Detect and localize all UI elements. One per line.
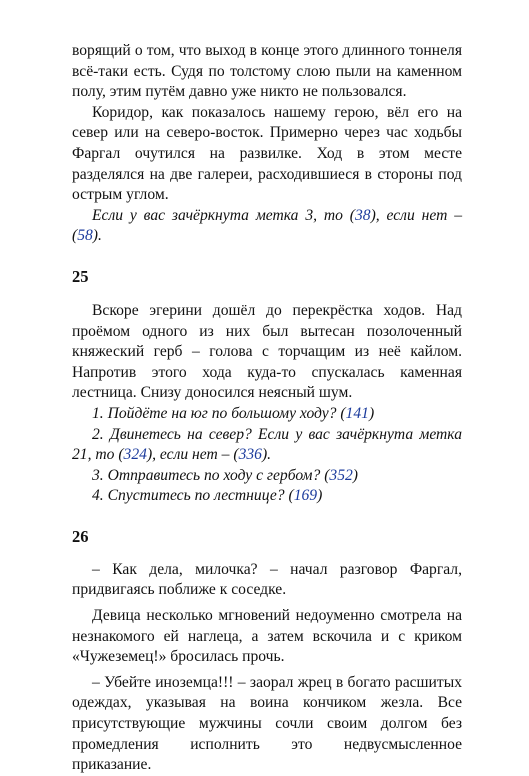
section-link-38[interactable]: 38: [354, 206, 371, 224]
option-1: [72, 404, 462, 425]
section-number-25: 25: [72, 266, 89, 286]
choice-paragraph: [72, 206, 462, 247]
section-link-58[interactable]: 58: [77, 227, 93, 245]
option-3: [72, 466, 462, 487]
option-text: 2. Двинетесь на север? Если у вас зачёркнута метка 21, то (: [72, 425, 462, 464]
section-link-352[interactable]: 352: [329, 466, 353, 484]
page-text: [72, 41, 462, 776]
option-text: ): [317, 487, 323, 505]
section-number-26: 26: [72, 526, 89, 546]
section-26-paragraph-2: Девица несколько мгновений недоуменно смотрела на незнакомого ей наглеца, а затем вскочила и с криком «Чужеземец!» бросилась прочь.: [72, 607, 462, 666]
option-text: 3. Отправитесь по ходу с гербом? (: [92, 466, 330, 484]
section-link-169[interactable]: 169: [293, 487, 318, 505]
option-4: [72, 486, 462, 507]
section-25-paragraph: Вскоре эгерини дошёл до перекрёстка ходов. Над проёмом одного из них был вытесан позолоченный княжеский герб – голова с торчащим из неё кайлом. Напротив этого хода куда-то спускалась каменная лестница. Снизу доносился неясный шум.: [72, 301, 462, 402]
corridor-paragraph: Коридор, как показалось нашему герою, вёл его на север или на северо-восток. Примерно через час ходьбы Фаргал очутился на развилке. Ход в этом месте разделялся на две галереи, расходившиеся в стороны под острым углом.: [72, 103, 462, 204]
option-text: 4. Спуститесь по лестнице? (: [92, 487, 294, 505]
choice-text: ), если нет – (: [72, 206, 462, 245]
section-26-paragraph-1: – Как дела, милочка? – начал разговор Фаргал, придвигаясь поближе к соседке.: [72, 560, 462, 599]
option-text: ): [352, 466, 358, 484]
option-text: ), если нет – (: [146, 446, 239, 464]
section-link-336[interactable]: 336: [238, 446, 262, 464]
option-2: [72, 425, 462, 466]
section-link-324[interactable]: 324: [123, 446, 147, 464]
option-text: 1. Пойдёте на юг по большому ходу? (: [92, 404, 346, 422]
choice-text: ).: [92, 227, 102, 245]
choice-text: Если у вас зачёркнута метка 3, то (: [92, 206, 355, 224]
continued-paragraph: ворящий о том, что выход в конце этого длинного тоннеля всё-таки есть. Судя по толстому слою пыли на каменном полу, этим путём давно уже никто не пользовался.: [72, 42, 462, 101]
option-text: ): [368, 404, 375, 422]
option-text: ).: [261, 446, 272, 464]
section-26-paragraph-3: – Убейте иноземца!!! – заорал жрец в богато расшитых одеждах, указывая на воина кончиком жезла. Все присутствующие мужчины сочли своим долгом без промедления исполнить это недвусмысленное приказание.: [72, 673, 462, 774]
section-link-141[interactable]: 141: [345, 404, 369, 422]
